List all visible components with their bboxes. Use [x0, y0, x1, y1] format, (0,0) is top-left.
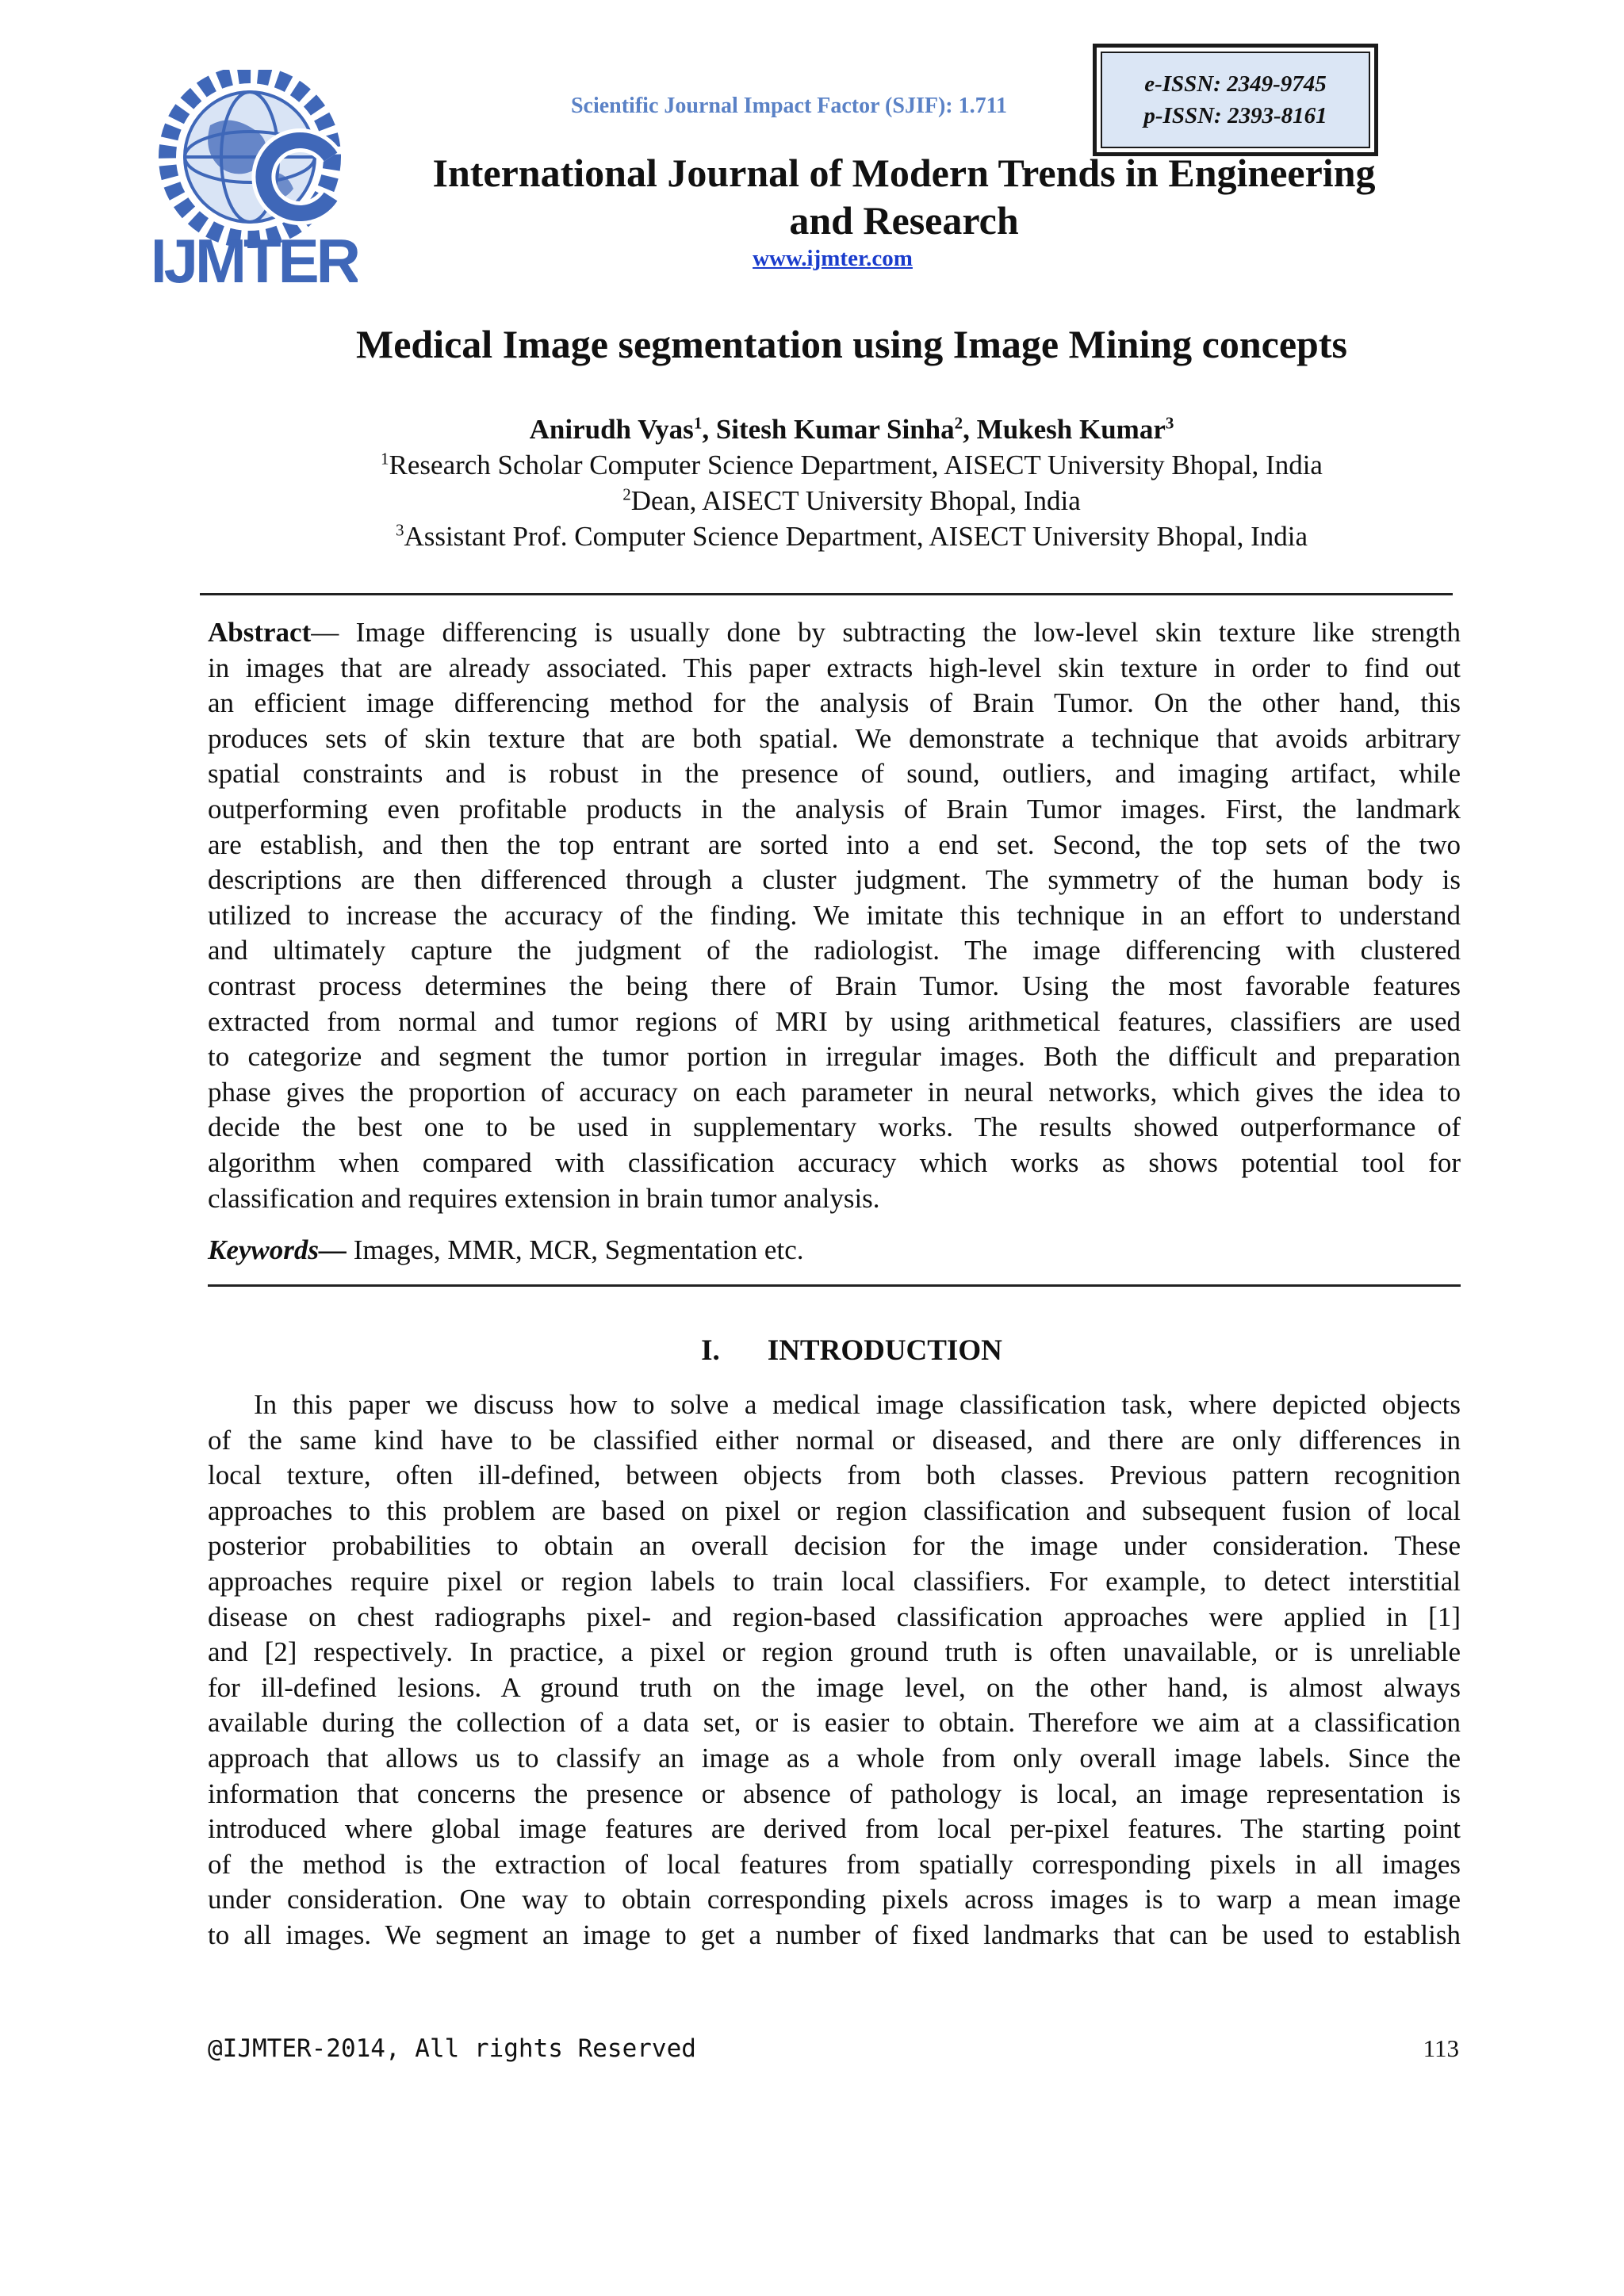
paragraph-line: of the method is the extraction of local features from spatially corresponding pixels in all images — [208, 1848, 1461, 1880]
issn-box — [1093, 44, 1378, 156]
section-title: INTRODUCTION — [767, 1334, 1002, 1367]
keywords-label: Keywords— — [208, 1234, 347, 1265]
affiliation-text: Research Scholar Computer Science Department, AISECT University Bhopal, India — [389, 450, 1323, 480]
abstract-dash: — — [311, 617, 356, 648]
paragraph-line: and [2] respectively. In practice, a pixel or region ground truth is often unavailable, or is unreliable — [208, 1636, 1461, 1668]
affiliation-sup: 1 — [381, 449, 389, 469]
eissn: e-ISSN: 2349-9745 — [1144, 71, 1327, 97]
abstract-line: to categorize and segment the tumor portion in irregular images. Both the difficult and preparation — [208, 1041, 1461, 1073]
abstract-line: outperforming even profitable products in the analysis of Brain Tumor images. First, the landmark — [208, 793, 1461, 825]
paragraph-line: disease on chest radiographs pixel- and region-based classification approaches were applied in [1] — [208, 1601, 1461, 1632]
paragraph-line: posterior probabilities to obtain an overall decision for the image under consideration. These — [208, 1530, 1461, 1562]
abstract-line: algorithm when compared with classification accuracy which works as shows potential tool for — [208, 1146, 1461, 1178]
abstract-line: contrast process determines the being there of Brain Tumor. Using the most favorable features — [208, 970, 1461, 1001]
abstract-line: are establish, and then the top entrant are sorted into a end set. Second, the top sets of the two — [208, 828, 1461, 860]
paragraph-line: In this paper we discuss how to solve a medical image classification task, where depicted objects — [254, 1389, 1461, 1420]
author-sup: 1 — [693, 413, 703, 433]
abstract-line: spatial constraints and is robust in the presence of sound, outliers, and imaging artifact, while — [208, 758, 1461, 790]
journal-name — [365, 149, 1443, 244]
affiliation — [159, 450, 1545, 481]
paragraph-line: information that concerns the presence or absence of pathology is local, an image representation is — [208, 1777, 1461, 1809]
abstract-line: an efficient image differencing method for the analysis of Brain Tumor. On the other hand, this — [208, 687, 1461, 719]
affiliation — [159, 485, 1545, 517]
paper-title: Medical Image segmentation using Image Mining concepts — [356, 322, 1347, 366]
paragraph-line: approach that allows us to classify an image as a whole from only overall image labels. Since the — [208, 1742, 1461, 1774]
journal-url-link[interactable]: www.ijmter.com — [753, 246, 913, 271]
section-heading — [159, 1334, 1545, 1368]
abstract-line: Abstract— Image differencing is usually done by subtracting the low-level skin texture like strength — [208, 617, 1461, 648]
paragraph-line: of the same kind have to be classified either normal or diseased, and there are only differences in — [208, 1424, 1461, 1456]
keywords — [208, 1234, 1461, 1266]
paragraph-line: introduced where global image features are derived from local per-pixel features. The starting point — [208, 1813, 1461, 1845]
paragraph-line: local texture, often ill-defined, between objects from both classes. Previous pattern recognition — [208, 1460, 1461, 1491]
abstract-line: extracted from normal and tumor regions of MRI by using arithmetical features, classifiers are used — [208, 1005, 1461, 1037]
abstract-line: phase gives the proportion of accuracy on each parameter in neural networks, which gives the idea to — [208, 1076, 1461, 1108]
abstract-line: decide the best one to be used in supplementary works. The results showed outperformance of — [208, 1112, 1461, 1143]
abstract — [208, 615, 1461, 1216]
journal-logo — [155, 70, 358, 290]
author-sup: 2 — [954, 413, 963, 433]
abstract-line: classification and requires extension in brain tumor analysis. — [208, 1182, 880, 1214]
page-number: 113 — [1423, 2034, 1459, 2062]
paragraph-line: approaches require pixel or region labels to train local classifiers. For example, to detect interstitial — [208, 1565, 1461, 1597]
abstract-line: in images that are already associated. This paper extracts high-level skin texture in order to find out — [208, 652, 1461, 683]
paragraph-line: under consideration. One way to obtain corresponding pixels across images is to warp a mean image — [208, 1884, 1461, 1915]
copyright-notice: @IJMTER-2014, All rights Reserved — [208, 2034, 696, 2063]
abstract-label: Abstract — [208, 617, 312, 648]
divider — [208, 1284, 1461, 1287]
author-name: Sitesh Kumar Sinha — [715, 414, 955, 445]
affiliation — [159, 521, 1545, 553]
author-sup: 3 — [1165, 413, 1174, 433]
abstract-line: and ultimately capture the judgment of the radiologist. The image differencing with clustered — [208, 935, 1461, 966]
affiliation-sup: 2 — [622, 484, 631, 504]
paragraph-line: for ill-defined lesions. A ground truth on the image level, on the other hand, is almost always — [208, 1671, 1461, 1703]
abstract-line: produces sets of skin texture that are both spatial. We demonstrate a technique that avoids arbitrary — [208, 722, 1461, 754]
introduction-paragraph — [208, 1387, 1461, 1954]
section-number: I. — [701, 1334, 720, 1367]
abstract-line: descriptions are then differenced through a cluster judgment. The symmetry of the human body is — [208, 864, 1461, 896]
divider — [200, 593, 1453, 595]
paragraph-line: to all images. We segment an image to get a number of fixed landmarks that can be used to establish — [208, 1919, 1461, 1950]
author-name: Mukesh Kumar — [976, 414, 1166, 445]
author-list: Anirudh Vyas$^1$, Sitesh Kumar Sinha$^2$, Mukesh Kumar$^3$ — [529, 413, 1174, 445]
abstract-line: utilized to increase the accuracy of the finding. We imitate this technique in an effort to understand — [208, 899, 1461, 931]
paragraph-line: approaches to this problem are based on pixel or region classification and subsequent fusion of local — [208, 1494, 1461, 1526]
journal-name-line2: and Research — [789, 198, 1019, 243]
author-name: Anirudh Vyas — [529, 414, 694, 445]
paragraph-line: available during the collection of a data set, or is easier to obtain. Therefore we aim at a classification — [208, 1707, 1461, 1739]
logo-wordmark: IJMTER — [155, 226, 358, 290]
impact-factor: Scientific Journal Impact Factor (SJIF): 1.711 — [570, 94, 1008, 118]
journal-name-line1: International Journal of Modern Trends in Engineering — [432, 151, 1376, 195]
keywords-text: Images, MMR, MCR, Segmentation etc. — [347, 1234, 804, 1265]
affiliation-text: Dean, AISECT University Bhopal, India — [630, 485, 1081, 516]
affiliation-text: Assistant Prof. Computer Science Department, AISECT University Bhopal, India — [404, 521, 1308, 552]
pissn: p-ISSN: 2393-8161 — [1143, 103, 1327, 128]
affiliation-sup: 3 — [395, 520, 404, 540]
